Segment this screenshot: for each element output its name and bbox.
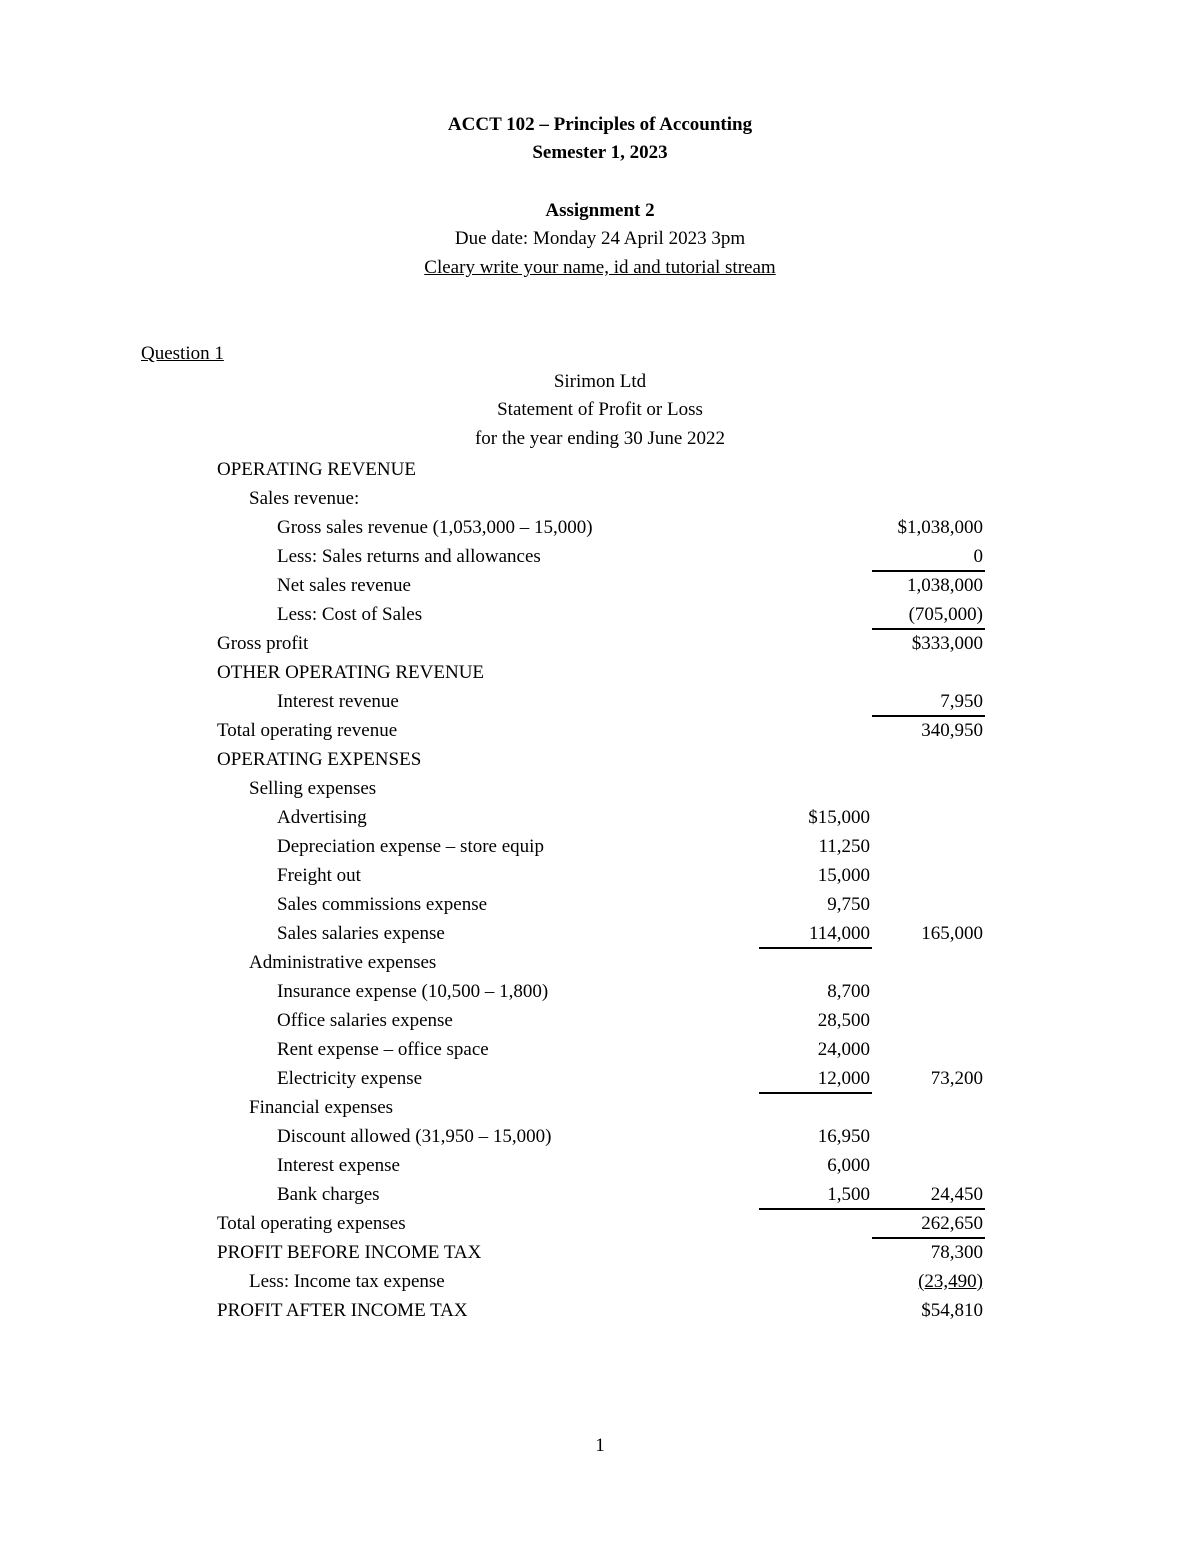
total-amount: $1,038,000: [897, 517, 983, 538]
row-label: OPERATING EXPENSES: [217, 749, 422, 770]
statement-row: [217, 1209, 987, 1238]
row-label: Depreciation expense – store equip: [277, 836, 544, 857]
total-amount: 73,200: [930, 1068, 983, 1089]
statement-row: [217, 948, 987, 977]
row-label: OPERATING REVENUE: [217, 459, 416, 480]
total-amount: $333,000: [911, 633, 983, 654]
statement-row: [217, 542, 987, 571]
row-label: Interest revenue: [277, 691, 399, 712]
statement-row: [217, 745, 987, 774]
total-amount: 1,038,000: [907, 575, 983, 596]
statement-row: [217, 774, 987, 803]
statement-row: [217, 890, 987, 919]
statement-row: [217, 1151, 987, 1180]
row-label: Administrative expenses: [249, 952, 437, 973]
detail-amount: 24,000: [817, 1039, 870, 1060]
statement-row: [217, 658, 987, 687]
detail-amount: 11,250: [818, 836, 870, 857]
row-label: Office salaries expense: [277, 1010, 453, 1031]
statement-row: [217, 571, 987, 600]
row-label: Financial expenses: [249, 1097, 394, 1118]
row-label: Gross profit: [217, 633, 309, 654]
course-title: ACCT 102 – Principles of Accounting: [447, 114, 753, 135]
page-number: 1: [595, 1435, 605, 1456]
statement-row: [217, 1238, 987, 1267]
statement-row: [217, 484, 987, 513]
detail-amount: 12,000: [817, 1068, 870, 1089]
company-name: Sirimon Ltd: [553, 371, 647, 392]
statement-row: [217, 1093, 987, 1122]
row-label: Sales revenue:: [249, 488, 360, 509]
total-amount: 24,450: [930, 1184, 983, 1205]
statement-row: [217, 455, 987, 484]
statement-row: [217, 716, 987, 745]
row-label: Net sales revenue: [277, 575, 411, 596]
instruction: [0, 257, 1200, 279]
row-label: Discount allowed (31,950 – 15,000): [277, 1126, 552, 1147]
row-label: Electricity expense: [277, 1068, 423, 1089]
row-label: Less: Sales returns and allowances: [277, 546, 541, 567]
total-amount: 262,650: [921, 1213, 983, 1234]
row-label: Sales commissions expense: [277, 894, 488, 915]
semester: Semester 1, 2023: [532, 142, 668, 163]
total-amount: 165,000: [921, 923, 983, 944]
row-label: Selling expenses: [249, 778, 377, 799]
total-amount: 340,950: [921, 720, 983, 741]
row-label: Insurance expense (10,500 – 1,800): [277, 981, 549, 1002]
row-label: Total operating expenses: [217, 1213, 406, 1234]
detail-amount: 16,950: [817, 1126, 870, 1147]
statement-row: [217, 861, 987, 890]
detail-amount: 28,500: [817, 1010, 870, 1031]
row-label: PROFIT AFTER INCOME TAX: [217, 1300, 468, 1321]
detail-amount: 1,500: [827, 1184, 870, 1205]
row-label: Sales salaries expense: [277, 923, 445, 944]
statement-row: [217, 629, 987, 658]
total-amount: 0: [973, 546, 983, 567]
statement-row: [217, 919, 987, 948]
detail-amount: 8,700: [827, 981, 870, 1002]
row-label: Gross sales revenue (1,053,000 – 15,000): [277, 517, 593, 538]
due-date: Due date: Monday 24 April 2023 3pm: [454, 228, 746, 249]
statement-row: [217, 1006, 987, 1035]
statement-row: [217, 1122, 987, 1151]
row-label: Total operating revenue: [217, 720, 398, 741]
statement-period: for the year ending 30 June 2022: [474, 428, 726, 449]
total-amount: $54,810: [921, 1300, 983, 1321]
total-amount: (23,490): [918, 1271, 983, 1292]
row-label: Less: Income tax expense: [249, 1271, 445, 1292]
total-amount: 7,950: [940, 691, 983, 712]
detail-amount: 6,000: [827, 1155, 870, 1176]
statement-row: [217, 687, 987, 716]
statement-row: [217, 1296, 987, 1325]
assignment-title: Assignment 2: [545, 200, 655, 221]
total-amount: 78,300: [930, 1242, 983, 1263]
statement-row: [217, 600, 987, 629]
profit-loss-statement: [217, 455, 987, 1325]
statement-row: [217, 1064, 987, 1093]
instruction-text: Cleary write your name, id and tutorial stream: [424, 257, 776, 278]
detail-amount: $15,000: [808, 807, 870, 828]
detail-amount: 9,750: [827, 894, 870, 915]
detail-amount: 15,000: [817, 865, 870, 886]
row-label: Less: Cost of Sales: [277, 604, 423, 625]
statement-row: [217, 1267, 987, 1296]
row-label: Interest expense: [277, 1155, 400, 1176]
statement-row: [217, 1180, 987, 1209]
row-label: OTHER OPERATING REVENUE: [217, 662, 485, 683]
total-amount: (705,000): [908, 604, 983, 625]
row-label: Freight out: [277, 865, 361, 886]
statement-title: Statement of Profit or Loss: [497, 399, 703, 420]
row-label: Advertising: [277, 807, 367, 828]
statement-row: [217, 513, 987, 542]
statement-row: [217, 832, 987, 861]
row-label: Bank charges: [277, 1184, 380, 1205]
row-label: Rent expense – office space: [277, 1039, 489, 1060]
row-label: PROFIT BEFORE INCOME TAX: [217, 1242, 482, 1263]
detail-amount: 114,000: [808, 923, 870, 944]
statement-row: [217, 977, 987, 1006]
statement-row: [217, 803, 987, 832]
question-heading: Question 1: [141, 343, 224, 364]
statement-row: [217, 1035, 987, 1064]
